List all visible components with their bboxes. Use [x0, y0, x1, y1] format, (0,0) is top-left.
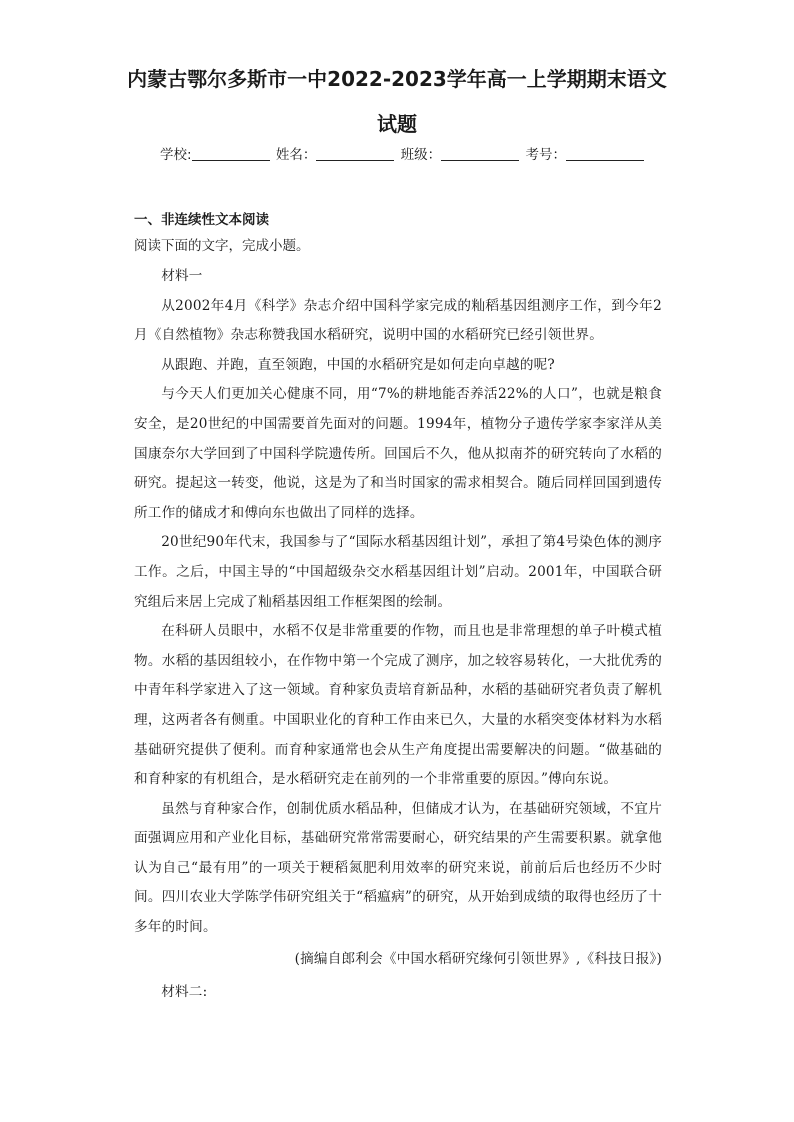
paragraph: 与今天人们更加关心健康不同，用“7%的耕地能否养活22%的人口”，也就是粮食安全，是20世纪的中国需要首先面对的问题。1994年，植物分子遗传学家李家洋从美国康奈尔大学回到了中国科学院遗传所。回国后不久，他从拟南芥的研究转向了水稻的研究。提起这一转变，他说，这是为了和当时国家的需求相契合。随后同样回国到遗传所工作的储成才和傅向东也做出了同样的选择。	[134, 386, 662, 521]
paragraph: 从2002年4月《科学》杂志介绍中国科学家完成的籼稻基因组测序工作，到今年2月《自然植物》杂志称赞我国水稻研究，说明中国的水稻研究已经引领世界。	[134, 297, 662, 344]
name-blank	[316, 146, 394, 161]
material2-label: 材料二:	[161, 984, 208, 1001]
document-title-line1: 内蒙古鄂尔多斯市一中2022-2023学年高一上学期期末语文	[127, 67, 667, 91]
class-blank	[441, 146, 519, 161]
paragraph: 虽然与育种家合作，创制优质水稻品种，但储成才认为，在基础研究领域，不宜片面强调应用和产业化目标，基础研究常常需要耐心，研究结果的产生需要积累。就拿他认为自己“最有用”的一项关于粳稻氮肥利用效率的研究来说，前前后后也经历不少时间。四川农业大学陈学伟研究组关于“稻瘟病”的研究，从开始到成绩的取得也经历了十多年的时间。	[134, 800, 662, 936]
paragraph: 在科研人员眼中，水稻不仅是非常重要的作物，而且也是非常理想的单子叶模式植物。水稻的基因组较小，在作物中第一个完成了测序，加之较容易转化，一大批优秀的中青年科学家进入了这一领域。育种家负责培育新品种，水稻的基础研究者负责了解机理，这两者各有侧重。中国职业化的育种工作由来已久，大量的水稻突变体材料为水稻基础研究提供了便利。而育种家通常也会从生产角度提出需要解决的问题。“做基础的和育种家的有机组合，是水稻研究走在前列的一个非常重要的原因。”傅向东说。	[134, 623, 662, 788]
student-info-row	[160, 146, 660, 164]
school-blank	[192, 146, 270, 161]
source-citation: (摘编自郎利会《中国水稻研究缘何引领世界》,《科技日报》)	[294, 950, 662, 967]
name-label: 姓名：	[275, 147, 317, 163]
school-label: 学校:	[160, 147, 192, 163]
class-label: 班级：	[400, 147, 442, 163]
instruction-text: 阅读下面的文字，完成小题。	[134, 238, 310, 254]
exam-number-blank	[566, 146, 644, 161]
material1-label: 材料一	[161, 268, 203, 284]
paragraph: 从跟跑、并跑，直至领跑，中国的水稻研究是如何走向卓越的呢?	[161, 356, 555, 373]
section-heading: 一、非连续性文本阅读	[134, 212, 269, 228]
paragraph: 20世纪90年代末，我国参与了“国际水稻基因组计划”，承担了第4号染色体的测序工作。之后，中国主导的“中国超级杂交水稻基因组计划”启动。2001年，中国联合研究组后来居上完成了籼稻基因组工作框架图的绘制。	[134, 534, 662, 610]
reading-material	[134, 262, 662, 1008]
exam-number-label: 考号：	[525, 147, 566, 163]
document-title-line2: 试题	[377, 112, 417, 136]
